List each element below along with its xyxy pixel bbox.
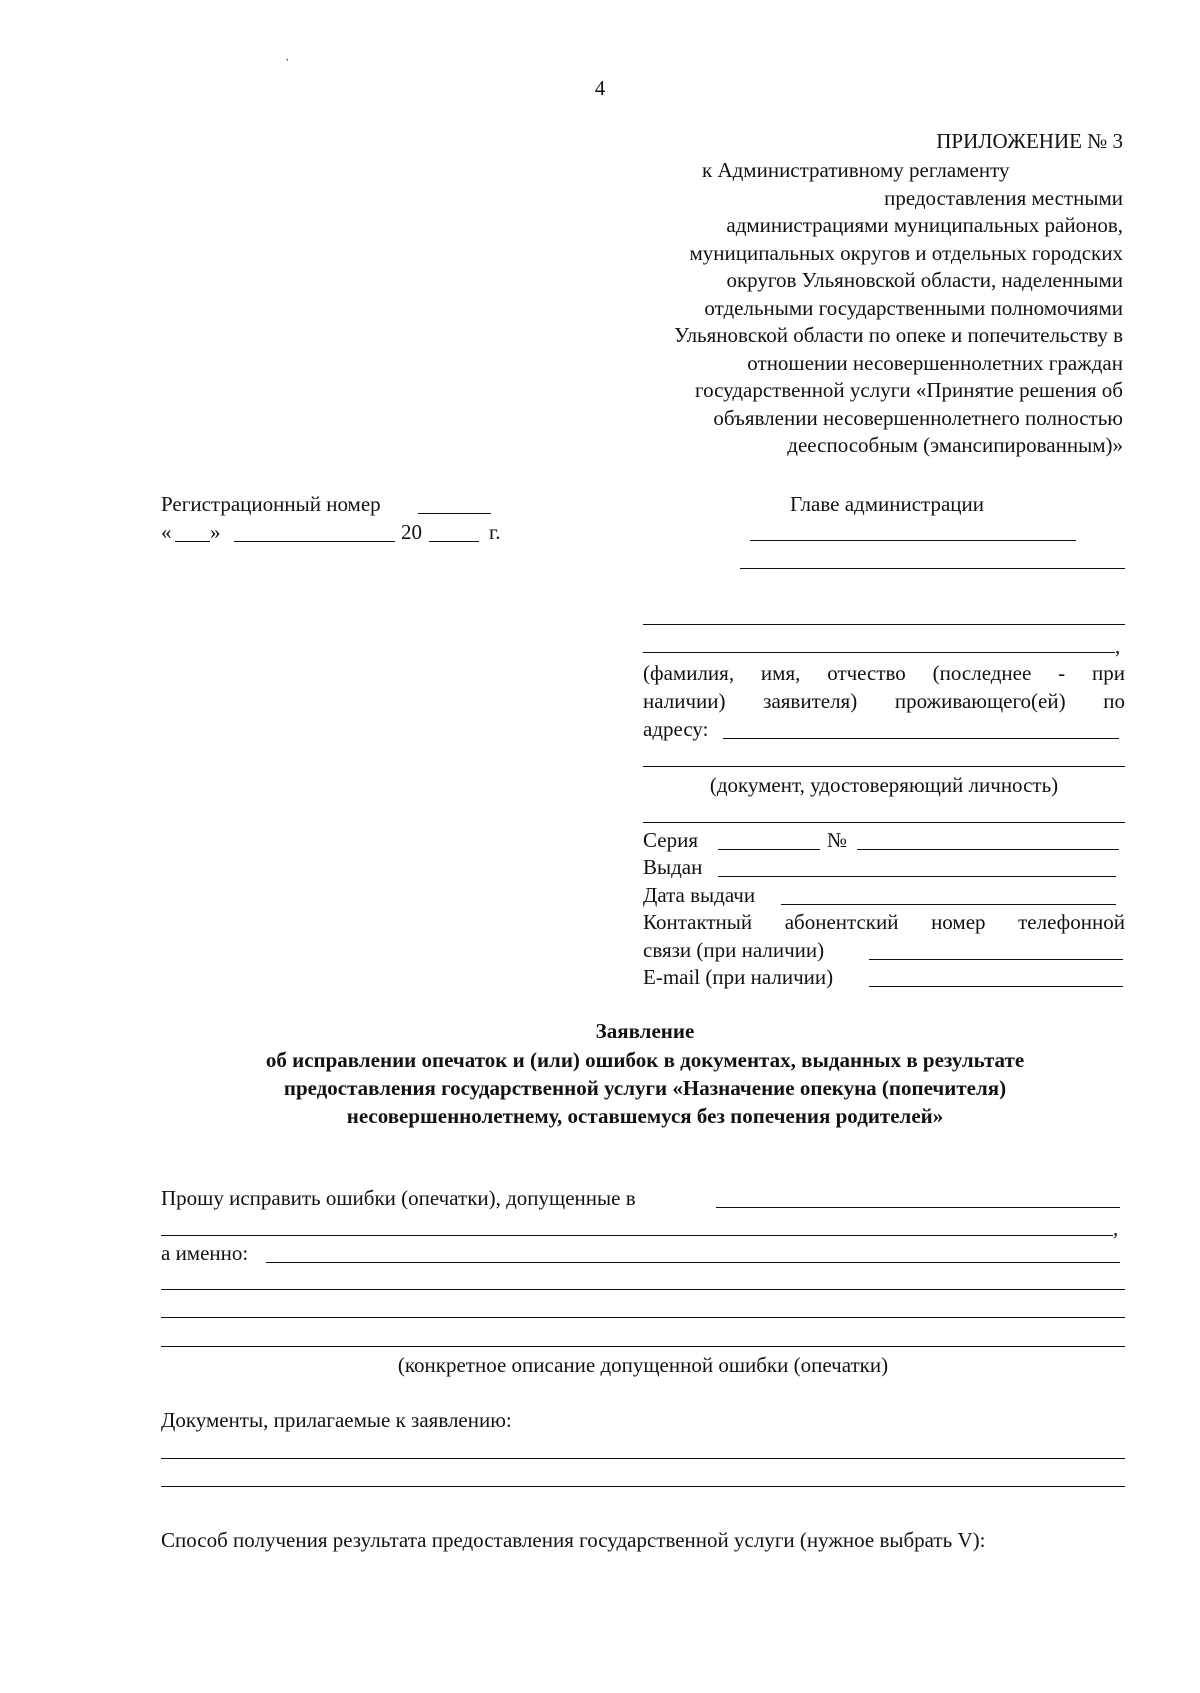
series-line[interactable] — [718, 849, 820, 850]
attachments-line-2[interactable] — [161, 1486, 1125, 1487]
address-line-2[interactable] — [643, 766, 1125, 767]
request-line-2[interactable] — [161, 1235, 1113, 1236]
attachments-line-1[interactable] — [161, 1458, 1125, 1459]
id-document-line[interactable] — [643, 822, 1125, 823]
registration-number-line[interactable] — [418, 513, 491, 514]
applicant-line-2[interactable] — [643, 652, 1115, 653]
registration-number-label: Регистрационный номер — [161, 492, 381, 516]
appendix-line: Ульяновской области по опеке и попечительству в — [674, 323, 1123, 347]
request-label: Прошу исправить ошибки (опечатки), допущенные в — [161, 1186, 636, 1210]
issue-date-label: Дата выдачи — [643, 883, 756, 907]
number-label: № — [827, 828, 848, 852]
appendix-line: администрациями муниципальных районов, — [726, 213, 1123, 237]
appendix-line: объявлении несовершеннолетнего полностью — [713, 406, 1123, 430]
namely-line-4[interactable] — [161, 1346, 1125, 1347]
result-method-label: Способ получения результата предоставления государственной услуги (нужное выбрать V): — [161, 1528, 986, 1552]
statement-subtitle-line: предоставления государственной услуги «Назначение опекуна (попечителя) — [283, 1076, 1007, 1100]
appendix-title: ПРИЛОЖЕНИЕ № 3 — [936, 129, 1123, 153]
phone-label-line-2: связи (при наличии) — [643, 938, 825, 962]
namely-label: а именно: — [161, 1241, 249, 1265]
address-line-1[interactable] — [723, 738, 1119, 739]
fio-hint-line-1: (фамилия, имя, отчество (последнее - при — [643, 661, 1125, 685]
month-line[interactable] — [234, 541, 395, 542]
appendix-line: отдельными государственными полномочиями — [704, 296, 1123, 320]
date-open-quote: « — [161, 520, 172, 544]
page-number: 4 — [594, 76, 606, 100]
number-line[interactable] — [857, 849, 1119, 850]
appendix-line: государственной услуги «Принятие решения об — [695, 378, 1123, 402]
address-label: адресу: — [643, 717, 709, 741]
date-close-quote: » — [210, 520, 221, 544]
phone-label-line-1: Контактный абонентский номер телефонной — [643, 910, 1125, 934]
statement-title: Заявление — [595, 1019, 695, 1043]
namely-line-2[interactable] — [161, 1289, 1125, 1290]
statement-subtitle-line: несовершеннолетнему, оставшемуся без попечения родителей» — [346, 1104, 944, 1128]
issued-label: Выдан — [643, 855, 703, 879]
issue-date-line[interactable] — [781, 904, 1116, 905]
series-label: Серия — [643, 828, 698, 852]
id-document-hint: (документ, удостоверяющий личность) — [709, 773, 1059, 797]
email-line[interactable] — [869, 986, 1123, 987]
phone-line[interactable] — [869, 959, 1123, 960]
year-line[interactable] — [429, 541, 479, 542]
day-line[interactable] — [175, 541, 210, 542]
addressee-head: Главе администрации — [790, 492, 985, 516]
scan-speck: ˙ — [285, 57, 290, 72]
year-prefix: 20 — [401, 520, 422, 544]
applicant-line-1[interactable] — [643, 624, 1125, 625]
statement-subtitle-line: об исправлении опечаток и (или) ошибок в документах, выданных в результате — [265, 1048, 1025, 1072]
appendix-line: отношении несовершеннолетних граждан — [747, 351, 1123, 375]
fio-hint-line-2: наличии) заявителя) проживающего(ей) по — [643, 689, 1125, 713]
appendix-line: муниципальных округов и отдельных городских — [689, 241, 1123, 265]
request-comma: , — [1113, 1216, 1119, 1240]
appendix-line: округов Ульяновской области, наделенными — [726, 268, 1123, 292]
issued-line[interactable] — [718, 876, 1116, 877]
addressee-line-2[interactable] — [740, 568, 1125, 569]
namely-line-1[interactable] — [266, 1262, 1120, 1263]
namely-line-3[interactable] — [161, 1317, 1125, 1318]
error-description-hint: (конкретное описание допущенной ошибки (опечатки) — [397, 1353, 889, 1377]
addressee-line-1[interactable] — [750, 540, 1076, 541]
appendix-line: дееспособным (эмансипированным)» — [787, 433, 1123, 457]
request-line-1[interactable] — [716, 1207, 1120, 1208]
appendix-line: к Административному регламенту — [702, 158, 1010, 182]
applicant-comma: , — [1115, 634, 1121, 658]
year-suffix: г. — [489, 520, 501, 544]
appendix-line: предоставления местными — [884, 186, 1123, 210]
email-label: E-mail (при наличии) — [643, 965, 834, 989]
attachments-label: Документы, прилагаемые к заявлению: — [161, 1408, 512, 1432]
